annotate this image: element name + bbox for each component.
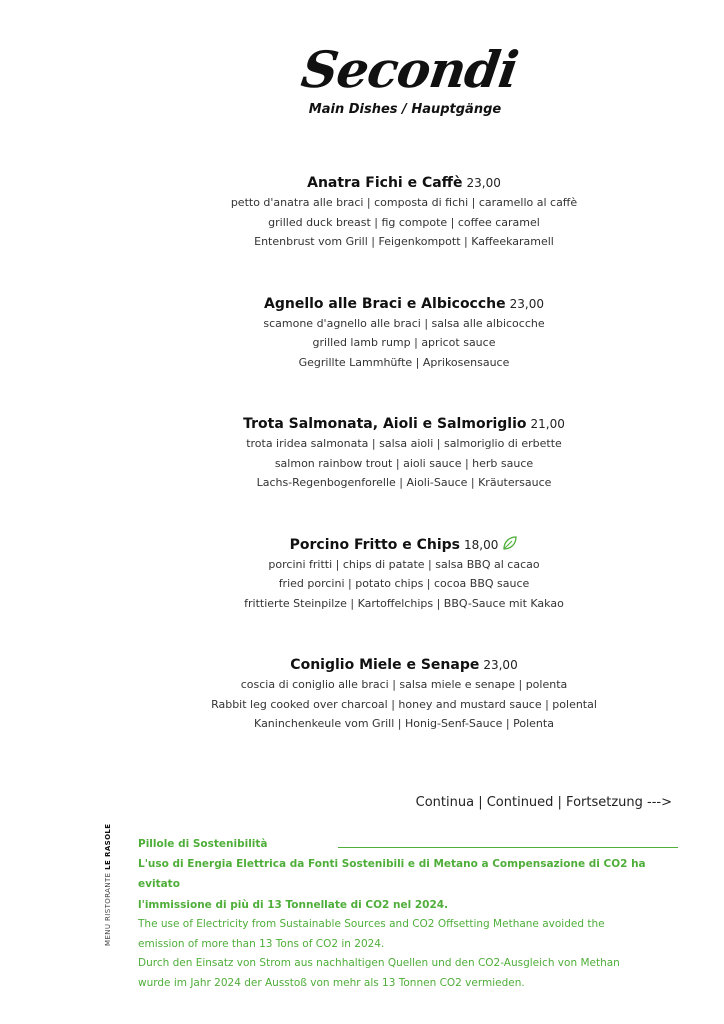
- dish-item: [0, 654, 724, 734]
- menu-header: [0, 40, 724, 117]
- dish-description-de: Entenbrust vom Grill | Feigenkompott | Kaffeekaramell: [254, 235, 554, 248]
- side-label-prefix: MENU RISTORANTE: [104, 872, 112, 946]
- sustainability-it-line-1: L'uso di Energia Elettrica da Fonti Sostenibili e di Metano a Compensazione di CO2 ha evitato: [138, 858, 646, 890]
- dish-price: 18,00: [464, 537, 499, 552]
- dish-heading: [84, 172, 724, 192]
- dish-description-en: Rabbit leg cooked over charcoal | honey and mustard sauce | polental: [211, 697, 597, 711]
- page-title: Secondi: [298, 40, 522, 99]
- sustainability-title: Pillole di Sostenibilità: [138, 838, 268, 850]
- sustainability-en-line-1: The use of Electricity from Sustainable Sources and CO2 Offsetting Methane avoided the: [138, 918, 605, 930]
- continue-link[interactable]: Continua | Continued | Fortsetzung --->: [415, 795, 672, 810]
- side-label: [104, 824, 112, 946]
- dish-description-en: salmon rainbow trout | aioli sauce | herb sauce: [274, 456, 534, 470]
- sustainability-box: [138, 835, 678, 993]
- dish-heading: [84, 413, 724, 433]
- sustainability-it-line-2: l'immissione di più di 13 Tonnellate di CO2 nel 2024.: [138, 899, 449, 911]
- dish-name: Coniglio Miele e Senape: [290, 657, 480, 673]
- sustainability-de-line-1: Durch den Einsatz von Strom aus nachhaltigen Quellen und den CO2-Ausgleich von Methan: [138, 957, 620, 969]
- dish-description-en: fried porcini | potato chips | cocoa BBQ sauce: [278, 577, 530, 590]
- dish-heading: [84, 654, 724, 674]
- dish-description-it: scamone d'agnello alle braci | salsa alle albicocche: [263, 316, 545, 330]
- dish-description-en: grilled duck breast | fig compote | coffee caramel: [268, 215, 540, 229]
- dish-description-it: petto d'anatra alle braci | composta di fichi | caramello al caffè: [230, 196, 578, 209]
- dish-name: Porcino Fritto e Chips: [289, 536, 460, 553]
- dish-description-de: frittierte Steinpilze | Kartoffelchips | BBQ-Sauce mit Kakao: [244, 596, 564, 610]
- dish-item: [0, 293, 724, 373]
- dish-list: [0, 172, 724, 734]
- dish-price: 23,00: [483, 658, 518, 672]
- dish-description-it: trota iridea salmonata | salsa aioli | salmoriglio di erbette: [246, 437, 562, 450]
- dish-item: [0, 534, 724, 614]
- sustainability-en-line-2: emission of more than 13 Tons of CO2 in 2024.: [138, 937, 385, 950]
- dish-item: [0, 172, 724, 252]
- dish-description-de: Lachs-Regenbogenforelle | Aioli-Sauce | Kräutersauce: [256, 476, 552, 489]
- dish-heading: [84, 293, 724, 313]
- sustainability-de-line-2: wurde im Jahr 2024 der Ausstoß von mehr als 13 Tonnen CO2 vermieden.: [138, 976, 525, 989]
- dish-name: Trota Salmonata, Aioli e Salmoriglio: [243, 416, 527, 432]
- dish-description-it: porcini fritti | chips di patate | salsa BBQ al cacao: [268, 557, 540, 571]
- dish-heading: [84, 534, 724, 554]
- divider: [338, 847, 678, 848]
- dish-description-de: Gegrillte Lammhüfte | Aprikosensauce: [298, 355, 510, 369]
- page-subtitle: Main Dishes / Hauptgänge: [308, 102, 502, 117]
- leaf-icon: [502, 535, 518, 551]
- dish-name: Anatra Fichi e Caffè: [307, 175, 463, 191]
- dish-description-en: grilled lamb rump | apricot sauce: [312, 336, 496, 349]
- side-label-restaurant-name: LE RASOLE: [104, 823, 112, 870]
- dish-name: Agnello alle Braci e Albicocche: [264, 295, 506, 312]
- dish-price: 23,00: [509, 296, 544, 311]
- dish-description-it: coscia di coniglio alle braci | salsa miele e senape | polenta: [240, 678, 568, 691]
- dish-price: 23,00: [466, 176, 501, 190]
- dish-price: 21,00: [530, 417, 565, 431]
- dish-description-de: Kaninchenkeule vom Grill | Honig-Senf-Sauce | Polenta: [254, 717, 554, 730]
- sustainability-title-row: [138, 835, 678, 853]
- dish-item: [0, 413, 724, 493]
